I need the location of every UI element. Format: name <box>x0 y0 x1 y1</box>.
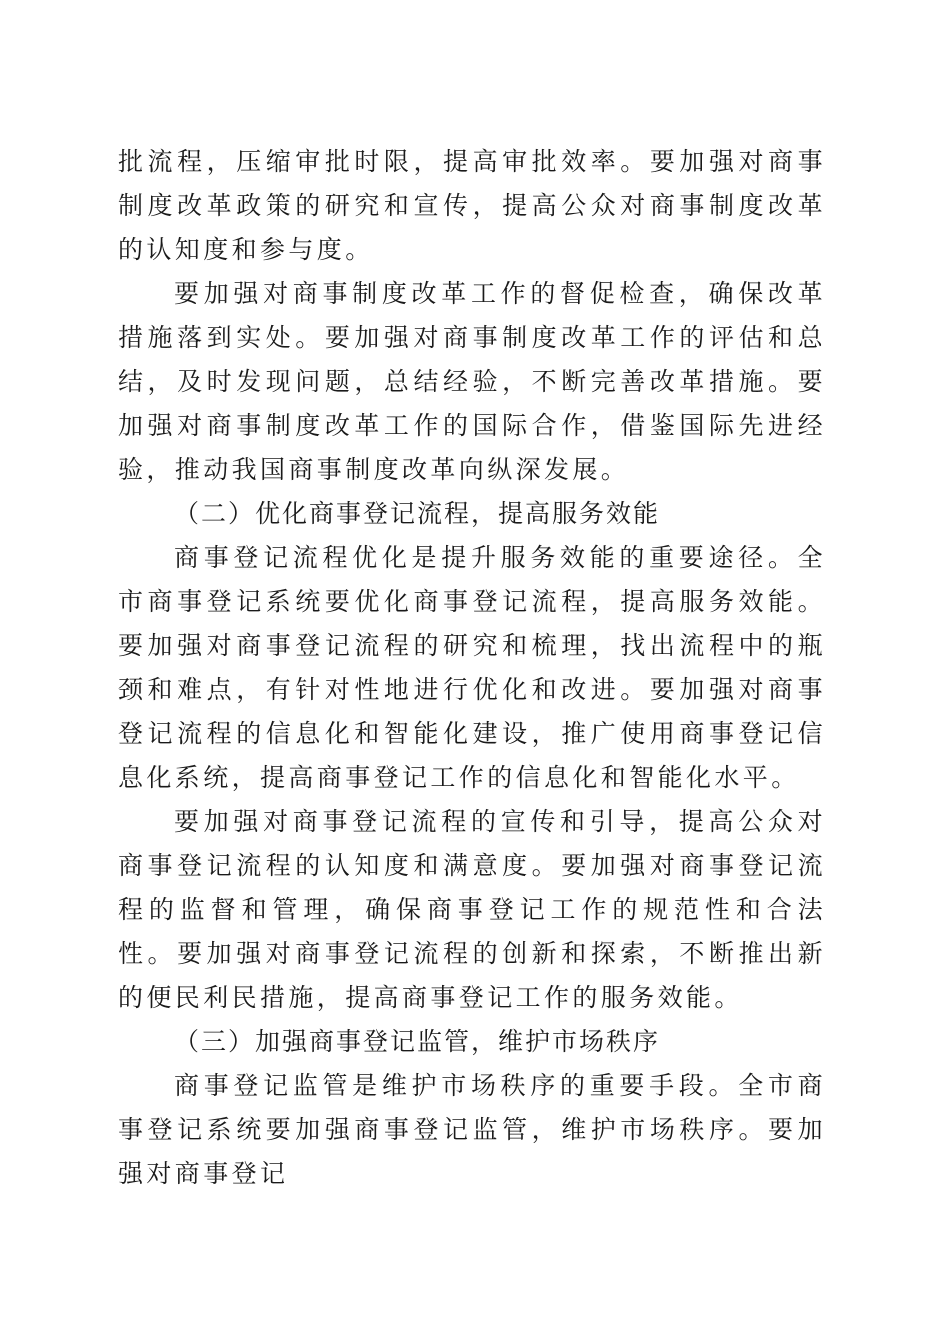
section-heading-2: （二）优化商事登记流程，提高服务效能 <box>174 499 661 528</box>
document-body <box>118 140 826 1196</box>
paragraph-regulation: 商事登记监管是维护市场秩序的重要手段。全市商事登记系统要加强商事登记监管，维护市场秩序。要加强对商事登记 <box>118 1071 826 1188</box>
paragraph-supervision: 要加强对商事制度改革工作的督促检查，确保改革措施落到实处。要加强对商事制度改革工作的评估和总结，及时发现问题，总结经验，不断完善改革措施。要加强对商事制度改革工作的国际合作，借鉴国际先进经验，推动我国商事制度改革向纵深发展。 <box>118 279 826 484</box>
paragraph-process-optimization: 商事登记流程优化是提升服务效能的重要途径。全市商事登记系统要优化商事登记流程，提高服务效能。要加强对商事登记流程的研究和梳理，找出流程中的瓶颈和难点，有针对性地进行优化和改进。要加强对商事登记流程的信息化和智能化建设，推广使用商事登记信息化系统，提高商事登记工作的信息化和智能化水平。 <box>118 543 826 792</box>
section-heading-3: （三）加强商事登记监管，维护市场秩序 <box>174 1027 661 1056</box>
paragraph-process-guidance: 要加强对商事登记流程的宣传和引导，提高公众对商事登记流程的认知度和满意度。要加强对商事登记流程的监督和管理，确保商事登记工作的规范性和合法性。要加强对商事登记流程的创新和探索，不断推出新的便民利民措施，提高商事登记工作的服务效能。 <box>118 807 826 1012</box>
paragraph-continuation: 批流程，压缩审批时限，提高审批效率。要加强对商事制度改革政策的研究和宣传，提高公众对商事制度改革的认知度和参与度。 <box>118 147 826 264</box>
